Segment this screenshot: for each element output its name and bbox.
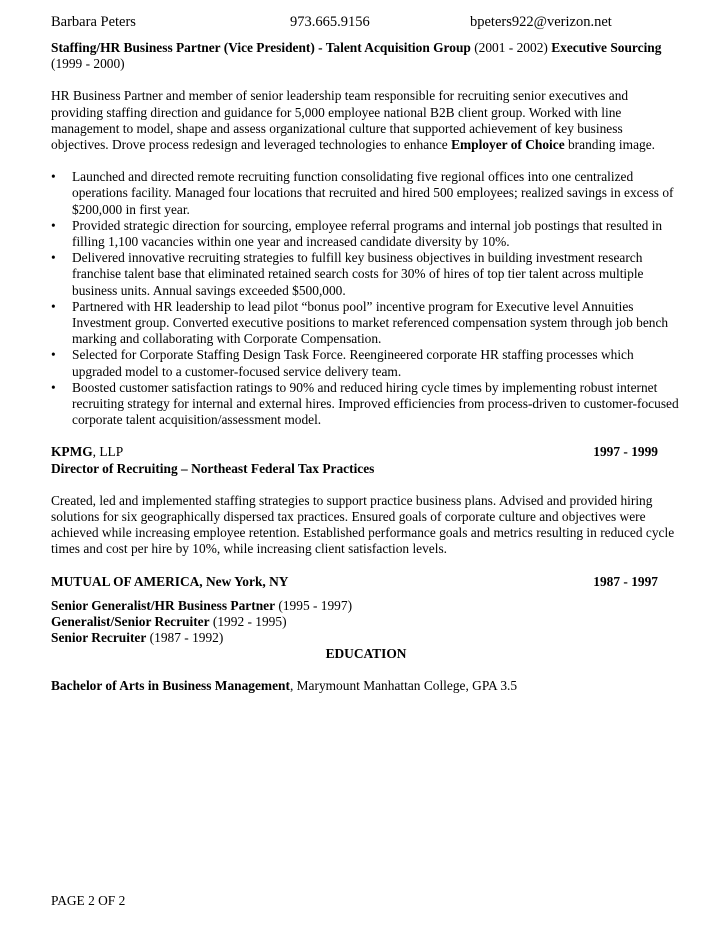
bullet-icon: • <box>51 250 56 266</box>
kpmg-summary: Created, led and implemented staffing strategies to support practice business plans. Advised and provided hiring solutions for six geographically dispersed tax practices. Ensured goals of corporate culture and objectives were achieved while increasing employee retention. Established performance goals and metrics resulting in reduced cycle times and cost per hire by 10%, while increasing client satisfaction levels. <box>51 492 675 557</box>
role-title: Senior Recruiter <box>51 630 147 646</box>
mutual-dates: 1987 - 1997 <box>593 573 658 589</box>
staffing-summary-text-2: branding image. <box>564 137 656 153</box>
list-item <box>51 218 681 250</box>
staffing-summary-bold: Employer of Choice <box>451 137 565 153</box>
staffing-summary <box>51 88 681 153</box>
kpmg-company: KPMG <box>51 444 93 460</box>
kpmg-company-suffix: , LLP <box>92 444 124 460</box>
candidate-name: Barbara Peters <box>51 14 136 30</box>
bullet-icon: • <box>51 298 56 314</box>
bullet-text: Launched and directed remote recruiting function consolidating five regional offices into one centralized operations facility. Managed four locations that recruited and hired 500 employees; realized savings in excess of $200,000 in first year. <box>72 169 674 217</box>
list-item <box>51 380 681 429</box>
bullet-text: Delivered innovative recruiting strategies to fulfill key business objectives in building investment research franchise talent base that eliminated retained search costs for 30% of hires of top tier talent across multiple business units. Annual savings exceeded $500,000. <box>72 250 644 298</box>
list-item <box>51 347 681 379</box>
education-heading: EDUCATION <box>325 645 407 661</box>
bullet-icon: • <box>51 379 56 395</box>
education-entry <box>51 678 681 694</box>
kpmg-dates: 1997 - 1999 <box>593 444 658 460</box>
mutual-location: , New York, NY <box>199 573 289 589</box>
list-item <box>51 169 681 218</box>
mutual-roles <box>51 598 681 647</box>
list-item <box>51 630 681 646</box>
role-dates: (1992 - 1995) <box>209 614 287 630</box>
exec-sourcing-title: Executive Sourcing <box>551 40 662 55</box>
kpmg-heading <box>51 444 681 460</box>
staffing-title-line <box>51 40 681 56</box>
school: , Marymount Manhattan College, GPA 3.5 <box>289 677 518 693</box>
role-title: Generalist/Senior Recruiter <box>51 614 210 630</box>
degree: Bachelor of Arts in Business Management <box>51 677 290 693</box>
staffing-achievements-list <box>51 169 681 428</box>
list-item <box>51 250 681 299</box>
bullet-text: Provided strategic direction for sourcing, employee referral programs and internal job postings that resulted in filling 1,100 vacancies within one year and increased candidate diversity by 10%. <box>72 217 663 250</box>
kpmg-role: Director of Recruiting – Northeast Federal Tax Practices <box>51 460 375 476</box>
role-dates: (1987 - 1992) <box>146 630 224 646</box>
list-item <box>51 598 681 614</box>
phone-number: 973.665.9156 <box>290 14 370 30</box>
role-title: Senior Generalist/HR Business Partner <box>51 597 276 613</box>
staffing-summary-text-1: HR Business Partner and member of senior leadership team responsible for recruiting senior executives and providing staffing direction and guidance for 5,000 employee national B2B client group. Worked with line management to model, shape and assess organizational culture that supported achievement of key business objectives. Drove process redesign and leveraged technologies to enhance <box>51 88 629 153</box>
mutual-heading <box>51 574 681 590</box>
bullet-text: Partnered with HR leadership to lead pilot “bonus pool” incentive program for Executive level Annuities Investment group. Converted executive positions to market referenced compensation system through job bench marking and collaborating with Corporate Compensation. <box>72 298 669 347</box>
staffing-title-dates: (2001 - 2002) <box>470 40 552 55</box>
bullet-text: Boosted customer satisfaction ratings to 90% and reduced hiring cycle times by implementing robust internet recruiting strategy for internal and external hires. Improved efficiencies from process-driven to customer-focused corporate talent acquisition/assessment model. <box>72 379 679 428</box>
mutual-company: MUTUAL OF AMERICA <box>51 573 200 589</box>
list-item <box>51 299 681 348</box>
email-address: bpeters922@verizon.net <box>470 14 612 30</box>
staffing-title: Staffing/HR Business Partner (Vice President) - Talent Acquisition Group <box>51 40 471 55</box>
role-dates: (1995 - 1997) <box>275 597 353 613</box>
list-item <box>51 614 681 630</box>
bullet-text: Selected for Corporate Staffing Design Task Force. Reengineered corporate HR staffing processes which upgraded model to a customer-focused service delivery team. <box>72 347 634 379</box>
bullet-icon: • <box>51 169 56 185</box>
bullet-icon: • <box>51 347 56 363</box>
page-footer: PAGE 2 OF 2 <box>51 893 126 908</box>
bullet-icon: • <box>51 217 56 233</box>
exec-sourcing-dates: (1999 - 2000) <box>51 56 125 72</box>
contact-header <box>51 14 681 32</box>
resume-page <box>51 14 681 694</box>
